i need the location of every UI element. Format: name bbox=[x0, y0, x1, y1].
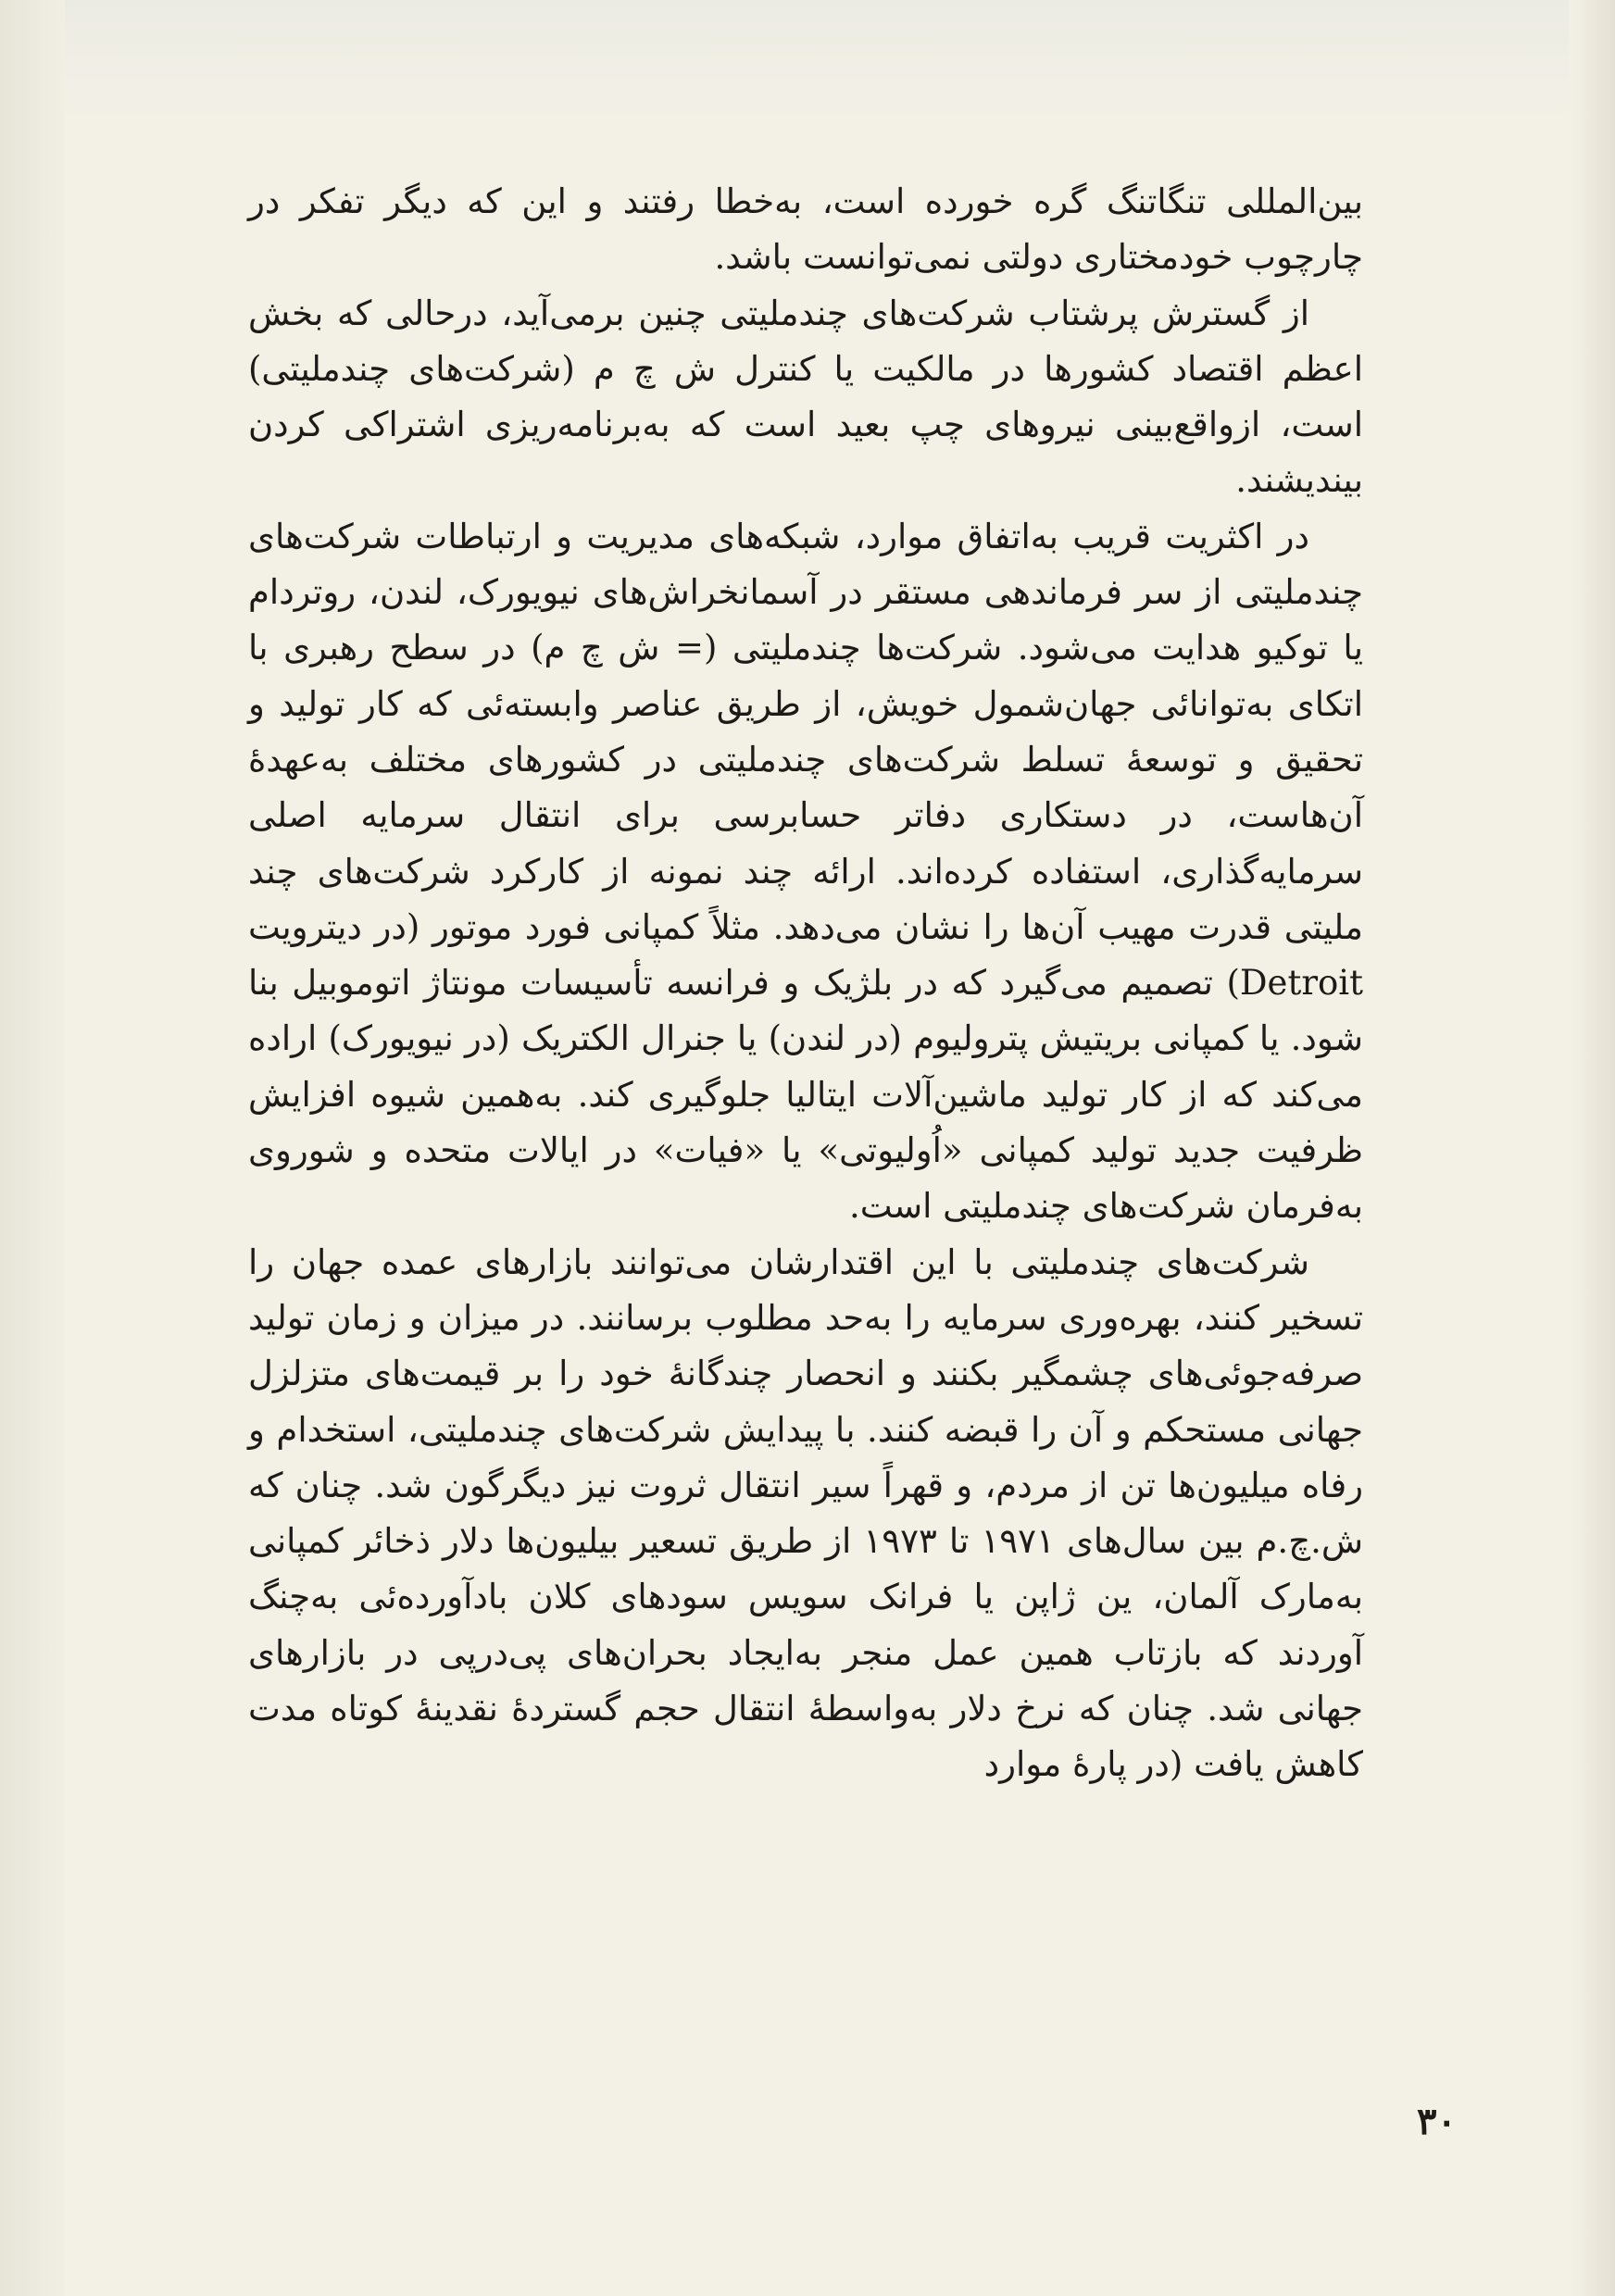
paragraph-4: شرکت‌های چندملیتی با این اقتدارشان می‌توانند بازارهای عمده جهان را تسخیر کنند، بهره‌وری سرمایه را به‌حد مطلوب برسانند. در میزان و زمان تولید صرفه‌جوئی‌های چشمگیر بکنند و انحصار چندگانهٔ خود را بر قیمت‌های متزلزل جهانی مستحکم و آن را قبضه کنند. با پیدایش شرکت‌های چندملیتی، استخدام و رفاه میلیون‌ها تن از مردم، و قهراً سیر انتقال ثروت نیز دیگرگون شد. چنان که ش.چ.م بین سال‌های ۱۹۷۱ تا ۱۹۷۳ از طریق تسعیر بیلیون‌ها دلار ذخائر کمپانی به‌مارک آلمان، ین ژاپن یا فرانک سویس سودهای کلان بادآورده‌ئی به‌چنگ آوردند که بازتاب همین عمل منجر به‌ایجاد بحران‌های پی‌درپی در بازارهای جهانی شد. چنان که نرخ دلار به‌واسطهٔ انتقال حجم گستردهٔ نقدینهٔ کوتاه مدت کاهش یافت (در پارهٔ موارد bbox=[248, 1242, 1363, 1785]
page-right-edge bbox=[1569, 0, 1615, 2296]
paragraph-1: بین‌المللی تنگاتنگ گره خورده است، به‌خطا رفتند و این که دیگر تفکر در چارچوب خودمختاری دولتی نمی‌توانست باشد. bbox=[248, 181, 1363, 278]
paragraph-2: از گسترش پرشتاب شرکت‌های چندملیتی چنین برمی‌آید، درحالی که بخش اعظم اقتصاد کشورها در مالکیت یا کنترل ش چ م (شرکت‌های چندملیتی) است، ازواقع‌بینی نیروهای چپ بعید است که به‌برنامه‌ریزی اشتراکی کردن بیندیشند. bbox=[248, 293, 1363, 501]
body-text bbox=[248, 174, 1363, 1793]
page-number: ۳۰ bbox=[1417, 2100, 1457, 2143]
paragraph-3: در اکثریت قریب به‌اتفاق موارد، شبکه‌های مدیریت و ارتباطات شرکت‌های چندملیتی از سر فرماندهی مستقر در آسمانخراش‌های نیویورک، لندن، روتردام یا توکیو هدایت می‌شود. شرکت‌ها چندملیتی (= ش چ م) در سطح رهبری با اتکای به‌توانائی جهان‌شمول خویش، از طریق عناصر وابسته‌ئی که کار تولید و تحقیق و توسعهٔ تسلط شرکت‌های چندملیتی در کشورهای مختلف به‌عهدهٔ آن‌هاست، در دستکاری دفاتر حسابرسی برای انتقال سرمایه اصلی سرمایه‌گذاری، استفاده کرده‌اند. ارائه چند نمونه از کارکرد شرکت‌های چند ملیتی قدرت مهیب آن‌ها را نشان می‌دهد. مثلاً کمپانی فورد موتور (در دیترویت Detroit) تصمیم می‌گیرد که در بلژیک و فرانسه تأسیسات مونتاژ اتوموبیل بنا شود. یا کمپانی بریتیش پترولیوم (در لندن) یا جنرال الکتریک (در نیویورک) اراده می‌کند که از کار تولید ماشین‌آلات ایتالیا جلوگیری کند. به‌همین شیوه افزایش ظرفیت جدید تولید کمپانی «اُولیوتی» یا «فیات» در ایالات متحده و شوروی به‌فرمان شرکت‌های چندملیتی است. bbox=[248, 516, 1363, 1227]
page-top-shadow bbox=[0, 0, 1615, 120]
page-left-edge bbox=[0, 0, 65, 2296]
